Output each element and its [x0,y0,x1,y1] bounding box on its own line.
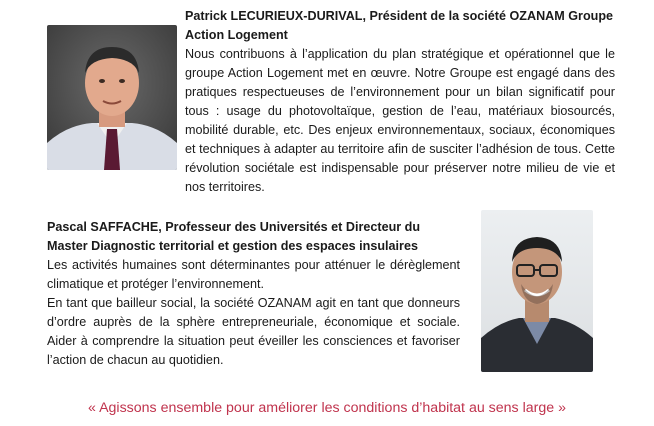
pascal-title: Pascal SAFFACHE, Professeur des Universités et Directeur du Master Diagnostic territorial et gestion des espaces insulaires [47,220,421,253]
closing-quote: « Agissons ensemble pour améliorer les conditions d’habitat au sens large » [88,400,566,416]
section-patrick [185,7,615,197]
pascal-paragraph-1: Les activités humaines sont déterminantes pour atténuer le dérèglement climatique et protéger l’environnement. [47,258,460,291]
section-pascal [47,218,460,370]
patrick-title: Patrick LECURIEUX-DURIVAL, Président de la société OZANAM Groupe Action Logement [185,9,614,42]
pascal-paragraph-2: En tant que bailleur social, la société OZANAM agit en tant que donneurs d’ordre auprès de la sphère entrepreneuriale, économique et sociale. Aider à comprendre la situation peut éveiller les consciences et favoriser l’action de chacun au quotidien. [47,296,460,367]
portrait-patrick [47,25,177,170]
portrait-pascal [481,210,593,372]
patrick-statement: Nous contribuons à l’application du plan stratégique et opérationnel que le groupe Action Logement met en œuvre. Notre Groupe est engagé dans des pratiques respectueuses de l’environnement pour un bilan significatif pour tous : usage du photovoltaïque, gestion de l’eau, matériaux biosourcés, mobilité durable, etc. Des enjeux environnementaux, sociaux, économiques et techniques à adapter au territoire afin de susciter l’adhésion de tous. Cette révolution sociétale est indispensable pour préserver notre milieu de vie et nos territoires. [185,47,615,194]
